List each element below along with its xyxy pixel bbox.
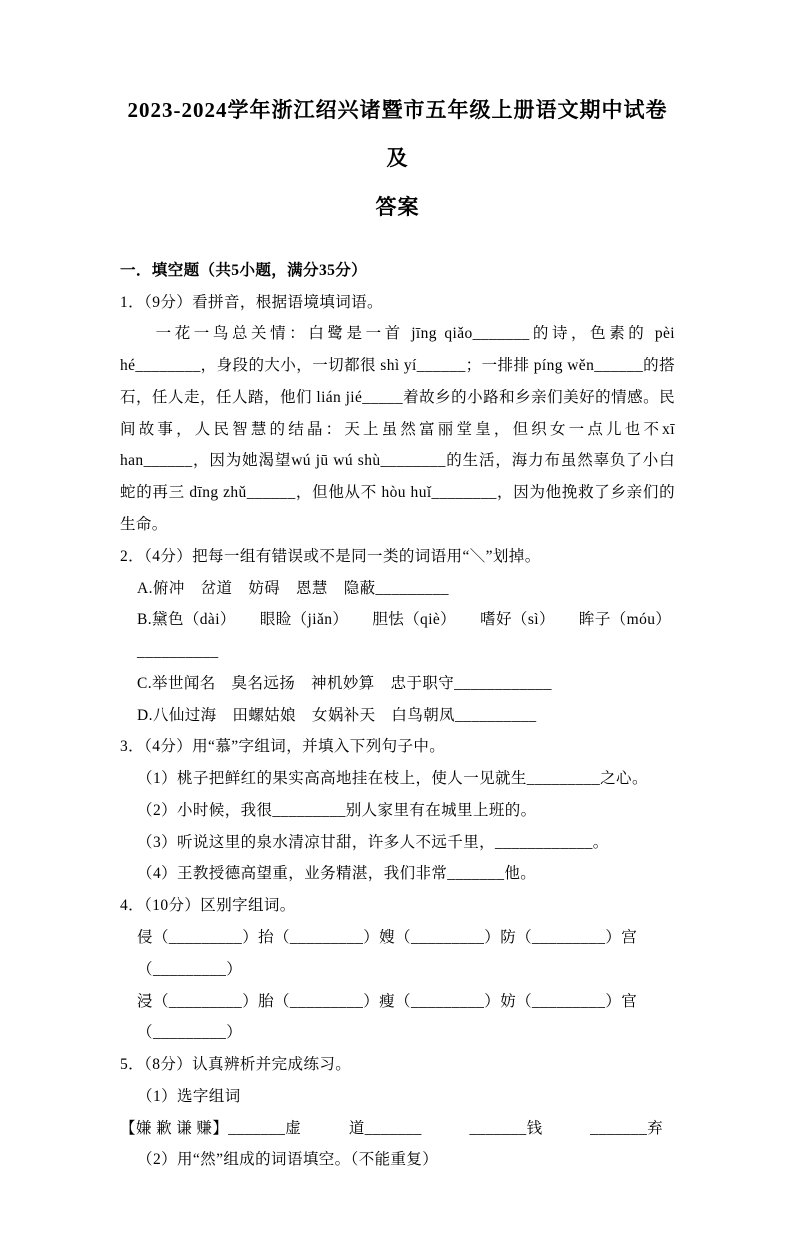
- question-3-item-3: （3）听说这里的泉水清凉甘甜，许多人不远千里，____________。: [137, 833, 609, 851]
- question-2: [120, 541, 675, 732]
- question-4-row-1: 侵（_________）抬（_________）嫂（_________）防（_________）宫（_________）: [137, 928, 638, 978]
- question-2-item-c: C.举世闻名 臭名远扬 神机妙算 忠于职守____________: [137, 674, 552, 692]
- question-2-label: 2．（4分）把每一组有错误或不是同一类的词语用“＼”划掉。: [120, 547, 541, 565]
- page-title-line2: 答案: [375, 194, 420, 219]
- question-5-sub1-body: 【嫌 歉 谦 赚】_______虚 道_______ _______钱 _______弃: [120, 1119, 664, 1137]
- question-1-body: 一花一鸟总关情：白鹭是一首 jīng qiǎo_______的诗，色素的 pèi hé________，身段的大小，一切都很 shì yí______；一排排 píng wěn______的搭石，任人走，任人踏，他们 lián jié_____着故乡的小路和乡亲们美好的情感。民间故事，人民智慧的结晶：天上虽然富丽堂皇，但织女一点儿也不xī han______，因为她渴望wú jū wú shù________的生活，海力布虽然辜负了小白蛇的再三 dīng zhǔ______，但他从不 hòu huǐ________，因为他挽救了乡亲们的生命。: [120, 325, 680, 534]
- question-3: [120, 731, 675, 890]
- question-4-label: 4．（10分）区别字组词。: [120, 897, 296, 915]
- question-2-item-d: D.八仙过海 田螺姑娘 女娲补天 白鸟朝凤__________: [137, 706, 537, 724]
- question-1: [120, 287, 680, 541]
- question-5: [120, 1049, 675, 1176]
- question-5-sub1-label: （1）选字组词: [137, 1087, 241, 1105]
- question-5-label: 5．（8分）认真辨析并完成练习。: [120, 1056, 352, 1074]
- question-3-item-4: （4）王教授德高望重，业务精湛，我们非常_______他。: [137, 865, 537, 883]
- question-3-label: 3．（4分）用“慕”字组词，并填入下列句子中。: [120, 738, 446, 756]
- question-3-item-2: （2）小时候，我很_________别人家里有在城里上班的。: [137, 801, 537, 819]
- question-2-item-b: B.黛色（dài） 眼睑（jiǎn） 胆怯（qiè） 嗜好（sì） 眸子（móu）__________: [137, 611, 672, 661]
- page-title: [120, 86, 675, 231]
- question-1-label: 1．（9分）看拼音，根据语境填词语。: [120, 293, 383, 311]
- question-4-row-2: 浸（_________）胎（_________）瘦（_________）妨（_________）官（_________）: [137, 992, 638, 1042]
- section-heading: 一．填空题（共5小题，满分35分）: [120, 261, 368, 279]
- question-4: [120, 890, 675, 1049]
- page-title-line1: 2023-2024学年浙江绍兴诸暨市五年级上册语文期中试卷及: [127, 98, 668, 171]
- exam-body: [120, 255, 680, 1176]
- question-5-sub2-label: （2）用“然”组成的词语填空。（不能重复）: [137, 1151, 439, 1169]
- question-3-item-1: （1）桃子把鲜红的果实高高地挂在枝上，使人一见就生_________之心。: [137, 770, 648, 788]
- question-2-item-a: A.俯冲 岔道 妨碍 恩慧 隐蔽_________: [137, 579, 449, 597]
